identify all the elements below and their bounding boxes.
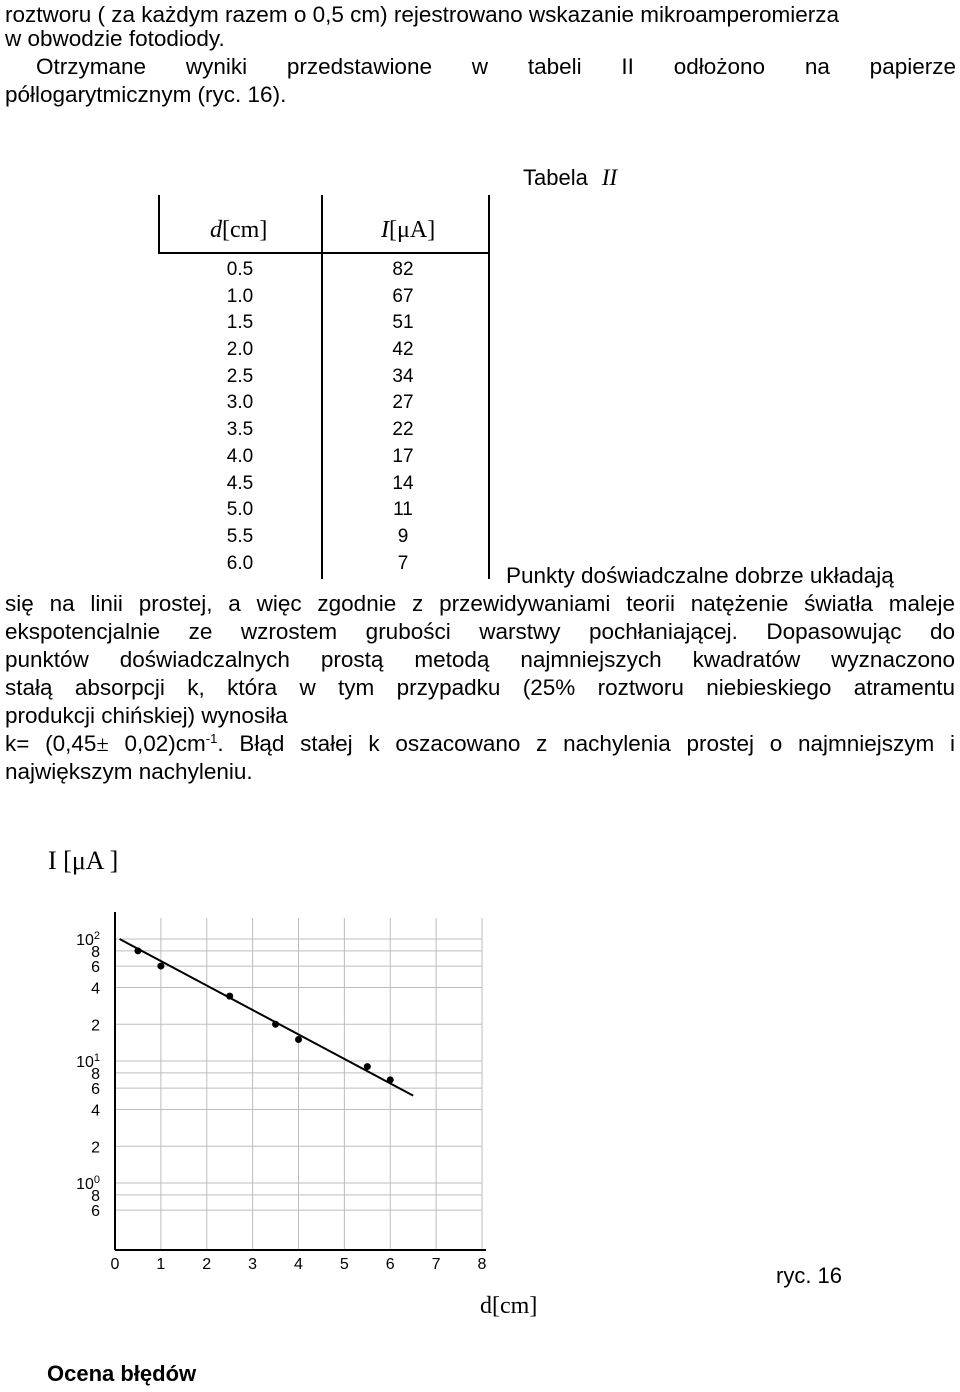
- y-tick-label: [91, 1203, 100, 1220]
- unit-exponent: -1: [205, 731, 218, 746]
- discussion-line-8: największym nachyleniu.: [5, 759, 253, 784]
- y-tick-label-main: 4: [91, 1102, 100, 1120]
- y-tick-label-main: 10: [76, 1176, 94, 1193]
- table-cell-d: 5.0: [226, 499, 254, 521]
- k-error-text: . Błąd stałej k oszacowano z nachylenia prostej o najmniejszym i: [217, 731, 956, 756]
- x-tick-label: 2: [202, 1256, 212, 1273]
- discussion-line-5: stałą absorpcji k, która w tym przypadku (25% roztworu niebieskiego atramentu: [5, 675, 955, 700]
- y-tick-label-main: 8: [91, 943, 100, 961]
- y-tick-label-main: 6: [91, 959, 100, 977]
- x-tick-label: 1: [156, 1256, 166, 1273]
- discussion-line-6: produkcji chińskiej) wynosiła: [5, 703, 288, 728]
- table-cell-d: 2.5: [226, 365, 254, 387]
- header-d-unit: [cm]: [222, 217, 268, 243]
- table-cell-d: 6.0: [226, 552, 254, 574]
- y-tick-label-main: 6: [91, 1081, 100, 1099]
- discussion-line-3: ekspotencjalnie ze wzrostem grubości warstwy pochłaniającej. Dopasowując do: [5, 619, 955, 644]
- y-tick-label-exponent: 0: [93, 1174, 100, 1186]
- y-tick-label-main: 4: [91, 980, 100, 998]
- table-cell-d: 5.5: [226, 525, 254, 547]
- table-cell-i: 22: [392, 419, 414, 441]
- intro-line-2: w obwodzie fotodiody.: [5, 26, 225, 51]
- table-cell-d: 3.5: [226, 419, 254, 441]
- discussion-line-2: się na linii prostej, a więc zgodnie z przewidywaniami teorii natężenie światła maleje: [5, 591, 955, 616]
- table-cell-i: 27: [392, 392, 414, 414]
- table-cell-i: 67: [392, 285, 414, 307]
- y-tick-label: [91, 981, 100, 998]
- table-cell-i: 17: [392, 445, 414, 467]
- x-tick-label: 7: [431, 1256, 441, 1273]
- y-tick-label-main: 8: [91, 1187, 100, 1205]
- y-tick-label-main: 10: [76, 932, 94, 949]
- x-tick-label: 3: [248, 1256, 258, 1273]
- intro-line-3: Otrzymane wyniki przedstawione w tabeli II odłożono na papierze: [36, 54, 956, 79]
- table-cell-d: 0.5: [226, 259, 254, 280]
- plus-minus-sign: ±: [96, 731, 109, 756]
- data-point: [272, 1021, 279, 1028]
- discussion-line-4: punktów doświadczalnych prostą metodą najmniejszych kwadratów wyznaczono: [5, 647, 955, 672]
- table-cell-d: 1.0: [226, 285, 254, 307]
- table-cell-i: 7: [397, 552, 409, 574]
- chart-x-axis-label: d[cm]: [480, 1293, 538, 1319]
- fit-line: [120, 939, 414, 1096]
- y-tick-label-main: 10: [76, 1054, 94, 1071]
- y-tick-label: [91, 1139, 100, 1156]
- table-cell-i: 9: [397, 525, 409, 547]
- table-caption-numeral: II: [601, 165, 618, 190]
- table-cell-d: 3.0: [226, 392, 254, 414]
- chart-caption: ryc. 16: [776, 1263, 843, 1288]
- data-point: [226, 993, 233, 1000]
- data-point: [295, 1036, 302, 1043]
- table-cell-d: 4.5: [226, 472, 254, 494]
- y-tick-label: [91, 1017, 100, 1034]
- x-tick-label: 8: [477, 1256, 487, 1273]
- y-tick-label-exponent: 2: [93, 930, 100, 942]
- x-tick-label: 6: [385, 1256, 395, 1273]
- y-tick-label: [91, 1081, 100, 1098]
- table-cell-i: 11: [393, 499, 413, 521]
- header-i-variable: I: [381, 217, 389, 243]
- table-cell-d: 2.0: [226, 339, 254, 361]
- data-point: [364, 1063, 371, 1070]
- data-point: [134, 947, 141, 954]
- table-cell-i: 14: [392, 472, 414, 494]
- y-tick-label-exponent: 1: [93, 1052, 100, 1064]
- table-caption-word: Tabela: [523, 165, 588, 190]
- x-tick-label: 0: [110, 1256, 120, 1273]
- table-cell-i: 82: [392, 259, 414, 280]
- intro-line-1: roztworu ( za każdym razem o 0,5 cm) rejestrowano wskazanie mikroamperomierza: [5, 2, 840, 27]
- table-cell-i: 42: [392, 339, 414, 361]
- table-cell-i: 51: [392, 312, 414, 334]
- header-d-variable: d: [210, 217, 222, 243]
- y-tick-label: [91, 1103, 100, 1120]
- y-tick-label: [91, 959, 100, 976]
- y-tick-label-main: 8: [91, 1065, 100, 1083]
- y-tick-label-main: 6: [91, 1203, 100, 1221]
- y-tick-label-main: 2: [91, 1139, 100, 1157]
- header-i-unit: [μA]: [389, 217, 436, 243]
- data-point: [157, 963, 164, 970]
- intro-line-4: półlogarytmicznym (ryc. 16).: [5, 82, 287, 107]
- table-cell-i: 34: [392, 365, 414, 387]
- discussion-line-1: Punkty doświadczalne dobrze układają: [506, 563, 894, 588]
- data-point: [387, 1076, 394, 1083]
- k-value-start: k= (0,45: [5, 731, 97, 756]
- x-tick-label: 5: [339, 1256, 349, 1273]
- x-tick-label: 4: [294, 1256, 303, 1273]
- table-cell-d: 1.5: [226, 312, 254, 334]
- section-heading: Ocena błędów: [47, 1361, 197, 1386]
- k-value-end: 0,02)cm: [108, 731, 206, 756]
- chart-y-axis-label: I [μA ]: [48, 846, 119, 875]
- table-cell-d: 4.0: [226, 445, 254, 467]
- y-tick-label-main: 2: [91, 1017, 100, 1035]
